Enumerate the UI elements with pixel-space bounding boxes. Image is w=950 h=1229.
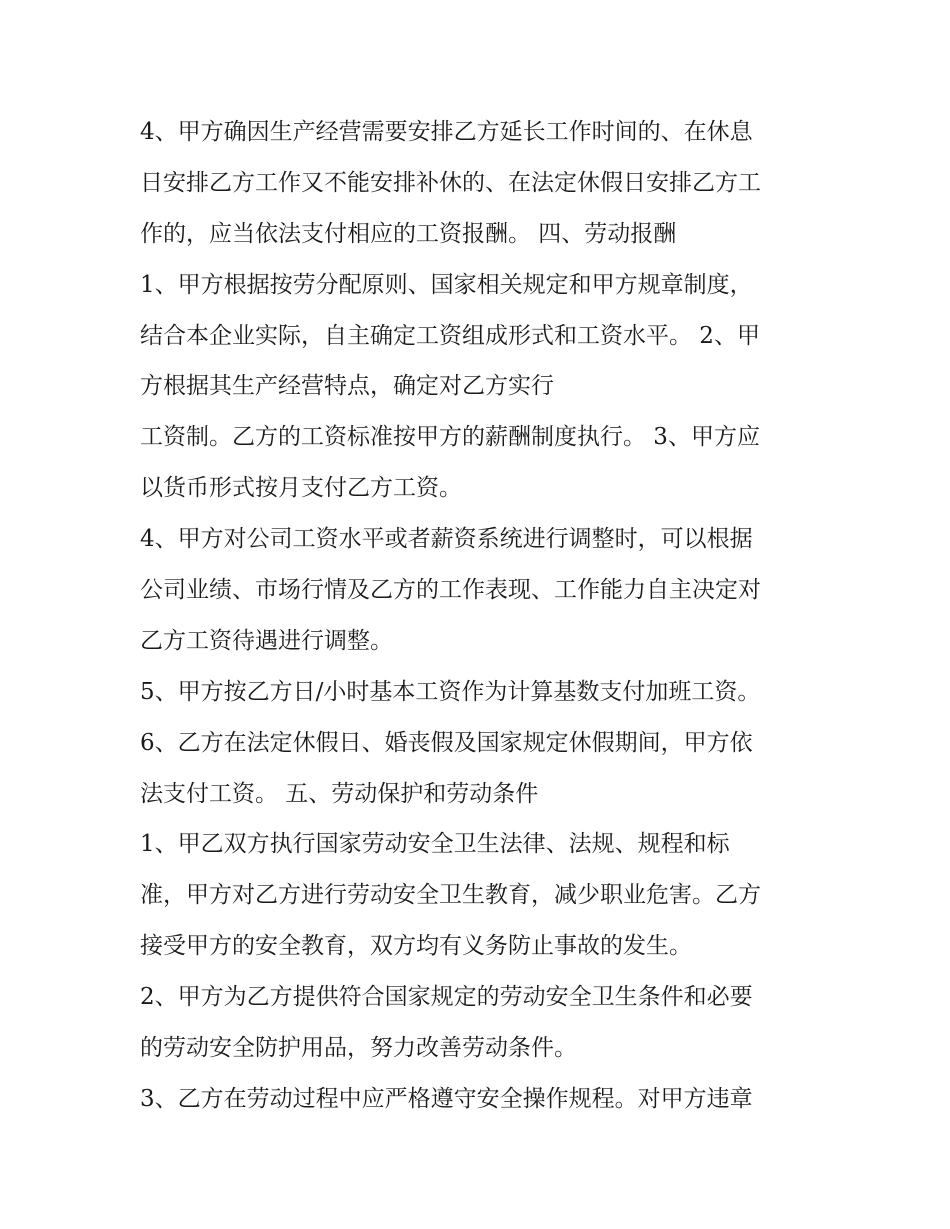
text-line: 法支付工资。 五、劳动保护和劳动条件	[140, 780, 539, 807]
text-line: 5、甲方按乙方日/小时基本工资作为计算基数支付加班工资。	[140, 678, 761, 705]
text-line: 以货币形式按月支付乙方工资。	[140, 475, 462, 502]
text-line: 准，甲方对乙方进行劳动安全卫生教育，减少职业危害。乙方	[140, 882, 761, 909]
text-line: 3、乙方在劳动过程中应严格遵守安全操作规程。对甲方违章	[140, 1085, 753, 1112]
text-line: 2、甲方为乙方提供符合国家规定的劳动安全卫生条件和必要	[140, 984, 753, 1011]
text-line: 日安排乙方工作又不能安排补休的、在法定休假日安排乙方工	[140, 169, 761, 196]
text-line: 4、甲方对公司工资水平或者薪资系统进行调整时，可以根据	[140, 526, 753, 553]
text-line: 乙方工资待遇进行调整。	[140, 627, 393, 654]
text-line: 1、甲方根据按劳分配原则、国家相关规定和甲方规章制度，	[140, 271, 753, 298]
text-line: 作的，应当依法支付相应的工资报酬。 四、劳动报酬	[140, 220, 677, 247]
text-line: 接受甲方的安全教育，双方均有义务防止事故的发生。	[140, 933, 692, 960]
text-line: 1、甲乙双方执行国家劳动安全卫生法律、法规、规程和标	[140, 831, 730, 858]
text-line: 公司业绩、市场行情及乙方的工作表现、工作能力自主决定对	[140, 577, 761, 604]
text-line: 6、乙方在法定休假日、婚丧假及国家规定休假期间，甲方依	[140, 729, 753, 756]
document-body	[140, 107, 820, 1125]
text-line: 结合本企业实际，自主确定工资组成形式和工资水平。 2、甲	[140, 322, 760, 349]
text-line: 的劳动安全防护用品，努力改善劳动条件。	[140, 1035, 577, 1062]
text-line: 4、甲方确因生产经营需要安排乙方延长工作时间的、在休息	[140, 119, 753, 145]
text-line: 工资制。乙方的工资标准按甲方的薪酬制度执行。 3、甲方应	[140, 424, 760, 451]
text-line: 方根据其生产经营特点，确定对乙方实行	[140, 373, 554, 400]
